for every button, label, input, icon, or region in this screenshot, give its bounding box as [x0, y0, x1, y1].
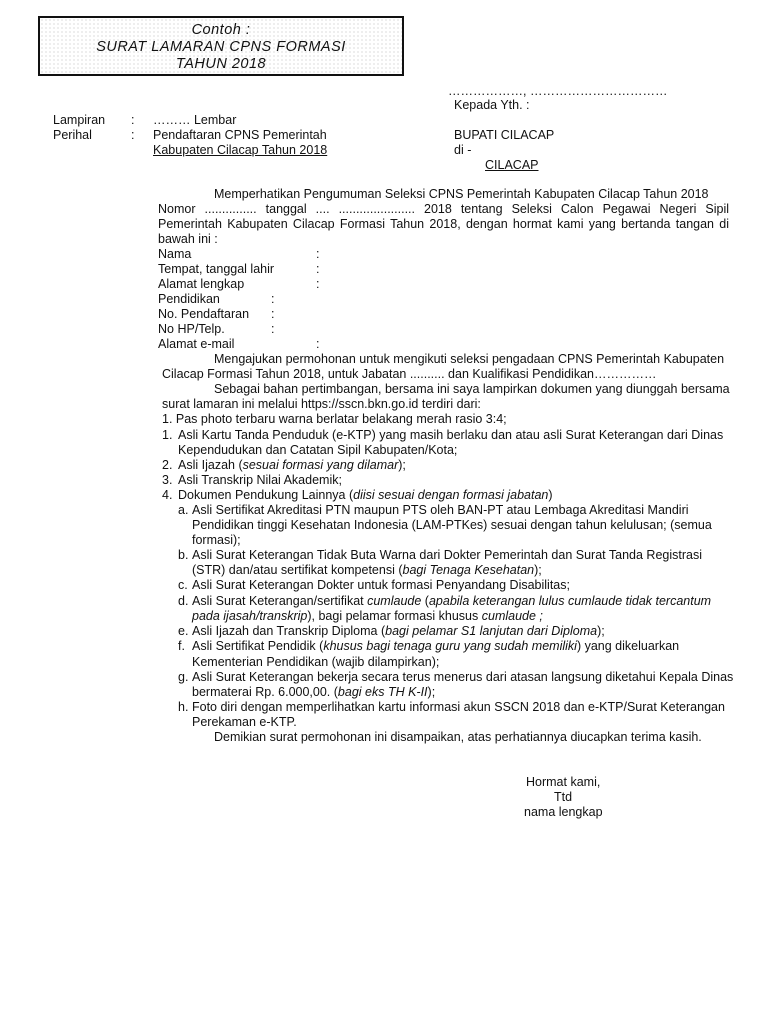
sub-num-g: g.	[178, 670, 189, 684]
sub-num-a: a.	[178, 503, 189, 517]
signature-name: nama lengkap	[524, 805, 603, 819]
intro-line-3: Pemerintah Kabupaten Cilacap Formasi Tahun 2018, dengan hormat kami yang bertanda tangan di	[158, 217, 729, 231]
sub-a-line-2: Pendidikan tinggi Kesehatan Indonesia (LAM-PTKes) sesuai dengan tahun kelulusan; (semua	[192, 518, 712, 532]
date-line: ………………, ……………………………	[448, 84, 668, 98]
apply-line-2: Cilacap Formasi Tahun 2018, untuk Jabatan .......... dan Kualifikasi Pendidikan……………	[162, 367, 657, 381]
intro-line-4: bawah ini :	[158, 232, 218, 246]
field-colon-nama: :	[316, 247, 320, 261]
list-item-1-line-2: Kependudukan dan Catatan Sipil Kabupaten/Kota;	[178, 443, 458, 457]
lampiran-value: ……… Lembar	[153, 113, 237, 127]
sub-f-line-2: Kementerian Pendidikan (wajib dilampirkan);	[192, 655, 440, 669]
field-label-nama: Nama	[158, 247, 192, 261]
intro-line-2: Nomor ............... tanggal .... ...................... 2018 tentang Seleksi Calon Pegawai Negeri Sipil	[158, 202, 729, 216]
list-num-4: 4.	[162, 488, 173, 502]
sub-a-line-3: formasi);	[192, 533, 241, 547]
list-num-1: 1.	[162, 428, 173, 442]
title-box	[38, 16, 404, 76]
sub-num-h: h.	[178, 700, 189, 714]
sub-num-c: c.	[178, 578, 188, 592]
field-colon-no-pendaftaran: :	[271, 307, 275, 321]
sub-f-line-1: Asli Sertifikat Pendidik (khusus bagi tenaga guru yang sudah memiliki) yang dikeluarkan	[192, 639, 680, 653]
intro-line-1: Memperhatikan Pengumuman Seleksi CPNS Pemerintah Kabupaten Cilacap Tahun 2018	[214, 187, 709, 201]
sub-d-line-2: pada ijasah/transkrip), bagi pelamar formasi khusus cumlaude ;	[192, 609, 543, 623]
sub-num-f: f.	[178, 639, 185, 653]
perihal-label: Perihal	[53, 128, 92, 142]
consider-line-1: Sebagai bahan pertimbangan, bersama ini saya lampirkan dokumen yang diunggah bersama	[214, 382, 730, 396]
sub-b-line-2: (STR) dan/atau sertifikat kompetensi (bagi Tenaga Kesehatan);	[192, 563, 542, 577]
sub-h-line-2: Perekaman e-KTP.	[192, 715, 297, 729]
field-colon-email: :	[316, 337, 320, 351]
perihal-value-1: Pendaftaran CPNS Pemerintah	[153, 128, 327, 142]
lampiran-colon: :	[131, 113, 135, 127]
recipient-bupati: BUPATI CILACAP	[454, 128, 555, 142]
field-label-ttl: Tempat, tanggal lahir	[158, 262, 275, 276]
field-label-no-hp: No HP/Telp.	[158, 322, 225, 336]
sub-h-line-1: Foto diri dengan memperlihatkan kartu informasi akun SSCN 2018 dan e-KTP/Surat Keterangan	[192, 700, 725, 714]
list-num-2: 2.	[162, 458, 173, 472]
apply-line-1: Mengajukan permohonan untuk mengikuti seleksi pengadaan CPNS Pemerintah Kabupaten	[214, 352, 725, 366]
list-item-photo: 1. Pas photo terbaru warna berlatar belakang merah rasio 3:4;	[162, 412, 507, 426]
sub-num-e: e.	[178, 624, 189, 638]
signature-ttd: Ttd	[554, 790, 573, 804]
recipient-di: di -	[454, 143, 472, 157]
sub-a-line-1: Asli Sertifikat Akreditasi PTN maupun PTS oleh BAN-PT atau Lembaga Akreditasi Mandiri	[192, 503, 689, 517]
title-line-2: SURAT LAMARAN CPNS FORMASI	[96, 39, 346, 55]
lampiran-label: Lampiran	[53, 113, 106, 127]
field-colon-alamat: :	[316, 277, 320, 291]
field-label-pendidikan: Pendidikan	[158, 292, 220, 306]
field-colon-ttl: :	[316, 262, 320, 276]
title-line-1: Contoh :	[191, 22, 251, 38]
list-item-4: Dokumen Pendukung Lainnya (diisi sesuai dengan formasi jabatan)	[178, 488, 553, 502]
recipient-kepada: Kepada Yth. :	[454, 98, 530, 112]
perihal-colon: :	[131, 128, 135, 142]
sub-b-line-1: Asli Surat Keterangan Tidak Buta Warna dari Dokter Pemerintah dan Surat Tanda Registrasi	[192, 548, 702, 562]
recipient-city: CILACAP	[485, 158, 539, 172]
list-num-3: 3.	[162, 473, 173, 487]
sub-num-b: b.	[178, 548, 189, 562]
sub-g-line-2: bermaterai Rp. 6.000,00. (bagi eks TH K-II);	[192, 685, 436, 699]
sub-c-line-1: Asli Surat Keterangan Dokter untuk formasi Penyandang Disabilitas;	[192, 578, 570, 592]
list-item-1-line-1: Asli Kartu Tanda Penduduk (e-KTP) yang masih berlaku dan atau asli Surat Keterangan dari Dinas	[178, 428, 724, 442]
list-item-3: Asli Transkrip Nilai Akademik;	[178, 473, 342, 487]
field-label-no-pendaftaran: No. Pendaftaran	[158, 307, 250, 321]
sub-g-line-1: Asli Surat Keterangan bekerja secara terus menerus dari atasan langsung diketahui Kepala Dinas	[192, 670, 734, 684]
list-item-2: Asli Ijazah (sesuai formasi yang dilamar);	[178, 458, 406, 472]
sub-e-line-1: Asli Ijazah dan Transkrip Diploma (bagi pelamar S1 lanjutan dari Diploma);	[192, 624, 605, 638]
closing-line: Demikian surat permohonan ini disampaikan, atas perhatiannya diucapkan terima kasih.	[214, 730, 702, 744]
field-colon-no-hp: :	[271, 322, 275, 336]
consider-line-2: surat lamaran ini melalui https://sscn.bkn.go.id terdiri dari:	[162, 397, 481, 411]
field-label-alamat: Alamat lengkap	[158, 277, 245, 291]
perihal-value-2: Kabupaten Cilacap Tahun 2018	[153, 143, 328, 157]
signature-regards: Hormat kami,	[526, 775, 601, 789]
field-colon-pendidikan: :	[271, 292, 275, 306]
sub-num-d: d.	[178, 594, 189, 608]
field-label-email: Alamat e-mail	[158, 337, 235, 351]
sub-d-line-1: Asli Surat Keterangan/sertifikat cumlaude (apabila keterangan lulus cumlaude tidak tercantum	[192, 594, 712, 608]
title-line-3: TAHUN 2018	[175, 56, 267, 72]
